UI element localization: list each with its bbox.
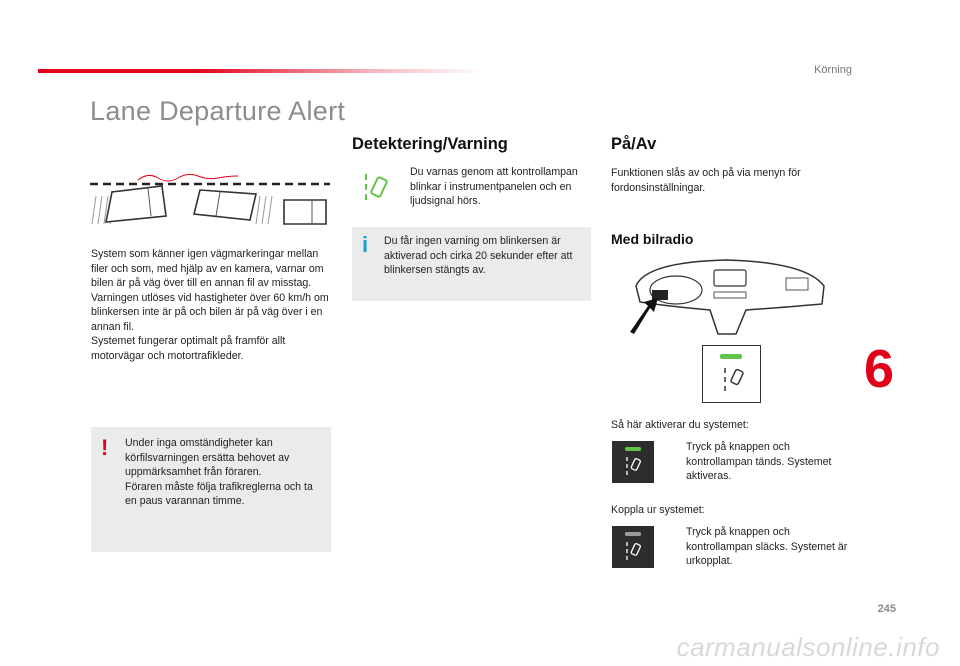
lane-departure-illustration <box>88 166 332 228</box>
info-icon: i <box>362 232 369 257</box>
on-off-heading: På/Av <box>611 135 657 153</box>
page-title: Lane Departure Alert <box>90 96 346 126</box>
alert-text: Du varnas genom att kontrollampan blinkar i instrumentpanelen och en ljudsignal hörs. <box>410 166 578 207</box>
detection-heading: Detektering/Varning <box>352 135 508 153</box>
intro-text <box>91 247 331 363</box>
warning-icon: ! <box>101 435 109 460</box>
dashboard-illustration <box>626 256 830 336</box>
activate-label: Så här aktiverar du systemet: <box>611 419 749 431</box>
on-off-intro: Funktionen slås av och på via menyn för fordonsinställningar. <box>611 167 801 194</box>
lane-button-illustration <box>702 345 761 403</box>
info-text: Du får ingen varning om blinkersen är aktiverad och cirka 20 sekunder efter att blinkersen stängts av. <box>384 235 573 276</box>
section-label: Körning <box>814 64 852 76</box>
deactivate-text: Tryck på knappen och kontrollampan släcks. Systemet är urkopplat. <box>686 526 848 567</box>
warning-line: Föraren måste följa trafikreglerna och ta en paus varannan timme. <box>125 480 313 507</box>
warning-box <box>91 427 331 552</box>
intro-paragraph: System som känner igen vägmarkeringar mellan filer och som, med hjälp av en kamera, varnar om bilen är på väg över till en annan fil av misstag. <box>91 248 324 289</box>
bullet-icon <box>666 440 678 484</box>
page-number: 245 <box>877 603 896 615</box>
header-accent-bar <box>38 69 483 73</box>
deactivate-label: Koppla ur systemet: <box>611 504 705 516</box>
intro-paragraph: Systemet fungerar optimalt på framför allt motorvägar och motortrafikleder. <box>91 335 286 362</box>
intro-paragraph: Varningen utlöses vid hastigheter över 60 km/h om blinkersen inte är på och bilen är på väg över i en annan fil. <box>91 291 329 333</box>
chapter-number: 6 <box>863 339 894 399</box>
warning-line: Under inga omständigheter kan körfilsvarningen ersätta behovet av uppmärksamhet från föraren. <box>125 437 290 478</box>
lane-button-off-icon <box>612 526 654 568</box>
info-box <box>352 227 591 301</box>
lane-button-on-icon <box>612 441 654 483</box>
bullet-icon <box>666 525 678 569</box>
radio-subheading: Med bilradio <box>611 231 694 247</box>
activate-text: Tryck på knappen och kontrollampan tänds. Systemet aktiveras. <box>686 441 832 482</box>
watermark: carmanualsonline.info <box>676 632 940 662</box>
lane-warning-lamp-icon <box>362 172 392 204</box>
